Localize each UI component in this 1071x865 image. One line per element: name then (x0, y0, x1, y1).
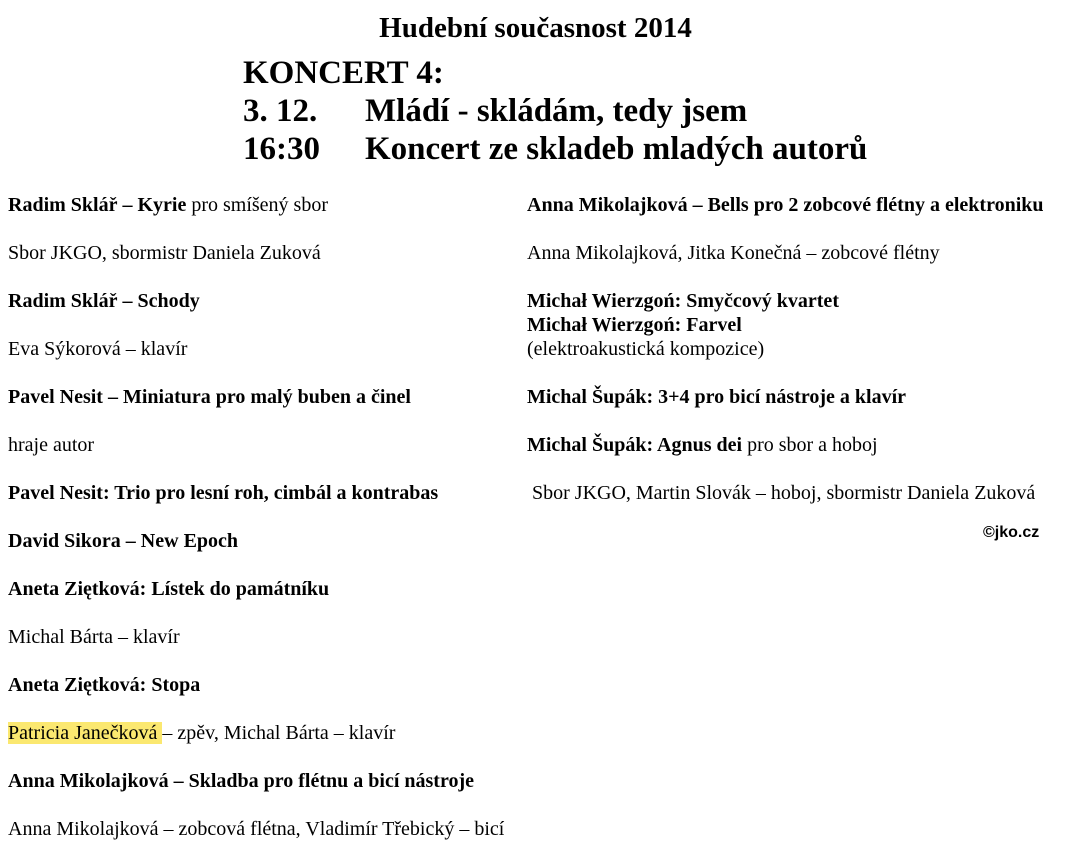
entry-text: hraje autor (8, 434, 95, 456)
program-column-left (8, 193, 523, 865)
schedule-title-line2: Koncert ze skladeb mladých autorů (365, 131, 868, 167)
entry-text: Pavel Nesit – Miniatura pro malý buben a činel (8, 386, 411, 408)
program-entry (527, 433, 1071, 457)
page-title: Hudební současnost 2014 (379, 12, 692, 44)
program-entry (8, 625, 523, 649)
program-entry (8, 673, 523, 697)
schedule-title-line1: Mládí - skládám, tedy jsem (365, 93, 748, 129)
schedule-time: 16:30 (243, 131, 320, 167)
schedule-row-date (243, 92, 867, 130)
program-entry (8, 337, 523, 361)
entry-text: Aneta Ziętková: Lístek do památníku (8, 578, 330, 600)
entry-text: Michał Wierzgoń: Smyčcový kvartet (527, 290, 839, 312)
program-entry (8, 721, 523, 745)
program-entry (8, 529, 523, 553)
program-entry (8, 481, 523, 505)
program-entry (8, 577, 523, 601)
entry-text: (elektroakustická kompozice) (527, 338, 765, 360)
copyright-credit: ©jko.cz (983, 524, 1040, 541)
entry-text: Sbor JKGO, sbormistr Daniela Zuková (8, 242, 321, 264)
entry-text: – zpěv, Michal Bárta – klavír (162, 722, 396, 744)
program-entry (8, 289, 523, 313)
entry-text: pro smíšený sbor (186, 194, 329, 216)
program-entry (8, 241, 523, 265)
entry-text: Anna Mikolajková – Skladba pro flétnu a bicí nástroje (8, 770, 475, 792)
entry-text: Anna Mikolajková – Bells pro 2 zobcové flétny a elektroniku (527, 194, 1044, 216)
entry-text: pro sbor a hoboj (742, 434, 878, 456)
program-column-right (527, 193, 1071, 529)
program-entry (8, 193, 523, 217)
entry-text: Anna Mikolajková, Jitka Konečná – zobcové flétny (527, 242, 940, 264)
entry-text: Pavel Nesit: Trio pro lesní roh, cimbál a kontrabas (8, 482, 439, 504)
entry-text: Michal Bárta – klavír (8, 626, 180, 648)
entry-text: Radim Sklář – Schody (8, 290, 200, 312)
program-entry (527, 241, 1071, 265)
program-entry (8, 769, 523, 793)
concert-heading-block (243, 54, 867, 168)
program-entry (527, 289, 1071, 361)
entry-text: Michal Šupák: 3+4 pro bicí nástroje a klavír (527, 386, 907, 408)
schedule-row-time (243, 130, 867, 168)
program-entry (8, 385, 523, 409)
highlighted-name: Patricia Janečková (8, 722, 163, 744)
concert-heading: KONCERT 4: (243, 55, 444, 91)
program-entry (8, 817, 523, 841)
entry-text: Anna Mikolajková – zobcová flétna, Vladimír Třebický – bicí (8, 818, 505, 840)
program-entry (527, 481, 1071, 505)
entry-text: Michał Wierzgoń: Farvel (527, 314, 742, 336)
schedule-date: 3. 12. (243, 93, 318, 129)
entry-text: Michal Šupák: Agnus dei (527, 434, 743, 456)
entry-text: Eva Sýkorová – klavír (8, 338, 188, 360)
entry-text: Sbor JKGO, Martin Slovák – hoboj, sbormistr Daniela Zuková (532, 482, 1036, 504)
entry-text: Radim Sklář – Kyrie (8, 194, 187, 216)
entry-text: David Sikora – New Epoch (8, 530, 239, 552)
entry-text: Aneta Ziętková: Stopa (8, 674, 201, 696)
program-entry (527, 193, 1071, 217)
program-entry (8, 433, 523, 457)
program-entry (527, 385, 1071, 409)
